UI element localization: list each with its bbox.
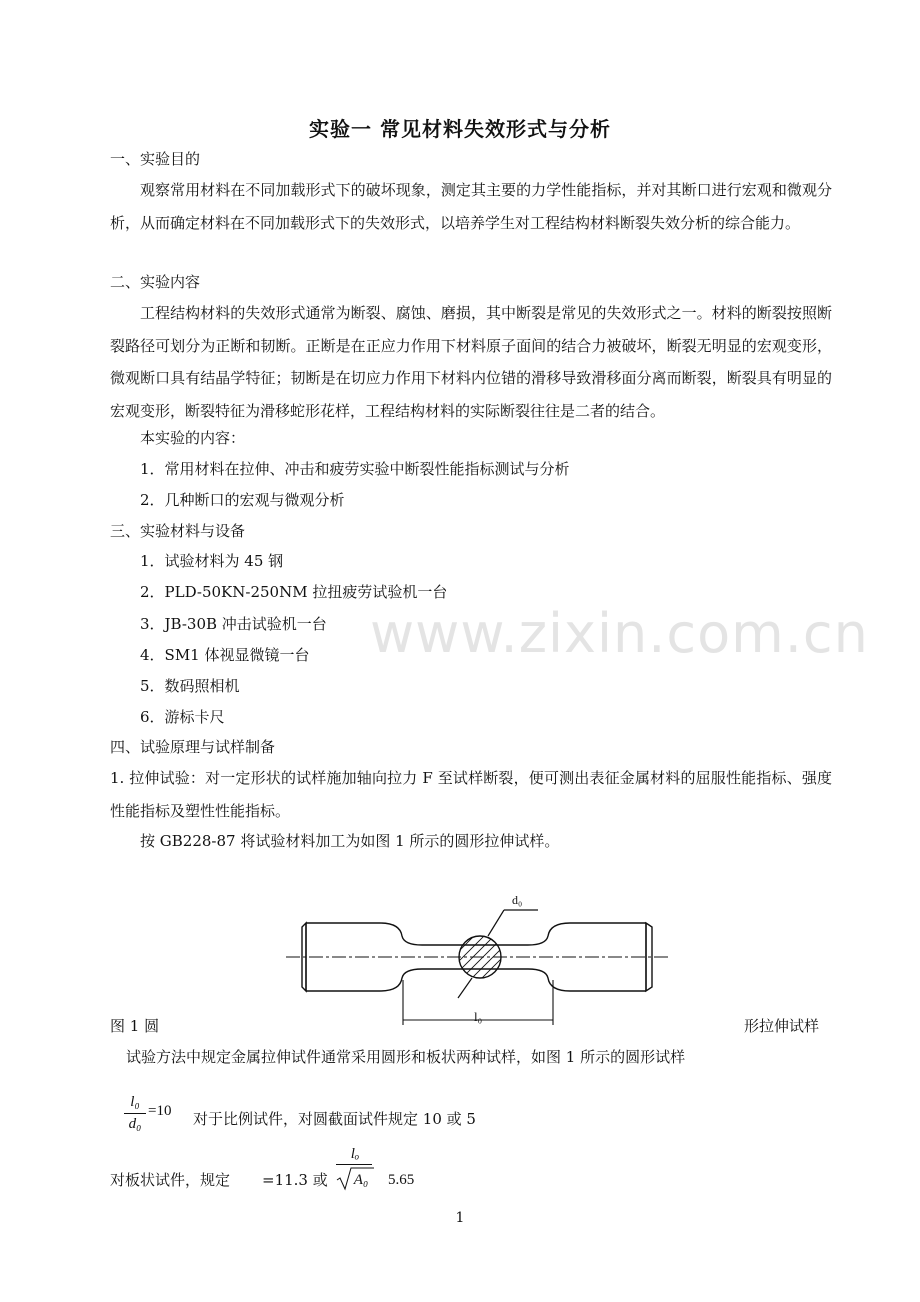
- section-2-heading: 二、实验内容: [110, 273, 201, 291]
- section-2-item: 2．几种断口的宏观与微观分析: [140, 491, 345, 509]
- equipment-item: 3．JB-30B 冲击试验机一台: [140, 615, 327, 633]
- equipment-item: 1．试验材料为 45 钢: [140, 552, 284, 570]
- section-1-heading: 一、实验目的: [110, 150, 201, 168]
- section-4-line: 按 GB228-87 将试验材料加工为如图 1 所示的圆形拉伸试样。: [140, 832, 560, 850]
- eq2-suffix: 5.65: [388, 1172, 415, 1188]
- page-title: 实验一 常见材料失效形式与分析: [309, 117, 611, 141]
- specimen-description: 试验方法中规定金属拉伸试件通常采用圆形和板状两种试样，如图 1 所示的圆形试样: [126, 1048, 686, 1066]
- eq1-rhs: =10: [148, 1103, 172, 1119]
- eq2-fraction-bar: [336, 1164, 372, 1165]
- eq1-numerator: l₀: [130, 1094, 140, 1110]
- eq1-note: 对于比例试件，对圆截面试件规定 10 或 5: [193, 1110, 476, 1128]
- section-2-item: 1．常用材料在拉伸、冲击和疲劳实验中断裂性能指标测试与分析: [140, 460, 570, 478]
- section-4-heading: 四、试验原理与试样制备: [110, 738, 276, 756]
- eq2-prefix: 对板状试件，规定: [110, 1171, 231, 1189]
- watermark: www.zixin.com.cn: [370, 602, 869, 665]
- eq1-fraction-bar: [124, 1113, 146, 1114]
- equipment-item: 6．游标卡尺: [140, 708, 225, 726]
- specimen-outline-top: [306, 923, 646, 945]
- equipment-item: 4．SM1 体视显微镜一台: [140, 646, 310, 664]
- equipment-item: 5．数码照相机: [140, 677, 240, 695]
- figure-caption-right: 形拉伸试样: [744, 1017, 820, 1035]
- section-2-paragraph: 工程结构材料的失效形式通常为断裂、腐蚀、磨损，其中断裂是常见的失效形式之一。材料的断裂按照断裂路径可划分为正断和韧断。正断是在正应力作用下材料原子面间的结合力被破坏，断裂无明显的宏观变形，微观断口具有结晶学特征；韧断是在切应力作用下材料内位错的滑移导致滑移面分离而断裂，断裂具有明显的宏观变形，断裂特征为滑移蛇形花样，工程结构材料的实际断裂往往是二者的结合。: [110, 304, 832, 420]
- diameter-leader: [458, 910, 538, 998]
- section-3-heading: 三、实验材料与设备: [110, 522, 246, 540]
- specimen-outline-bottom: [306, 969, 646, 991]
- equipment-item: 2．PLD-50KN-250NM 拉扭疲劳试验机一台: [140, 583, 448, 601]
- tensile-specimen-figure: [280, 880, 670, 1030]
- eq2-numerator: lₒ: [350, 1146, 360, 1162]
- gauge-length-label: l₀: [474, 1009, 483, 1024]
- diameter-label: d₀: [512, 893, 523, 907]
- figure-caption-left: 图 1 圆: [110, 1017, 160, 1035]
- page-number: 1: [455, 1210, 465, 1226]
- section-1-paragraph: 观察常用材料在不同加载形式下的破坏现象，测定其主要的力学性能指标，并对其断口进行宏观和微观分析，从而确定材料在不同加载形式下的失效形式，以培养学生对工程结构材料断裂失效分析的综合能力。: [110, 181, 832, 232]
- section-2-subheading: 本实验的内容：: [140, 429, 246, 447]
- eq2-value: =11.3 或: [262, 1171, 328, 1189]
- section-4-paragraph: 1. 拉伸试验：对一定形状的试样施加轴向拉力 F 至试样断裂，便可测出表征金属材料的屈服性能指标、强度性能指标及塑性性能指标。: [110, 769, 832, 820]
- eq2-denominator: A₀: [353, 1172, 369, 1188]
- eq1-denominator: d₀: [128, 1116, 142, 1132]
